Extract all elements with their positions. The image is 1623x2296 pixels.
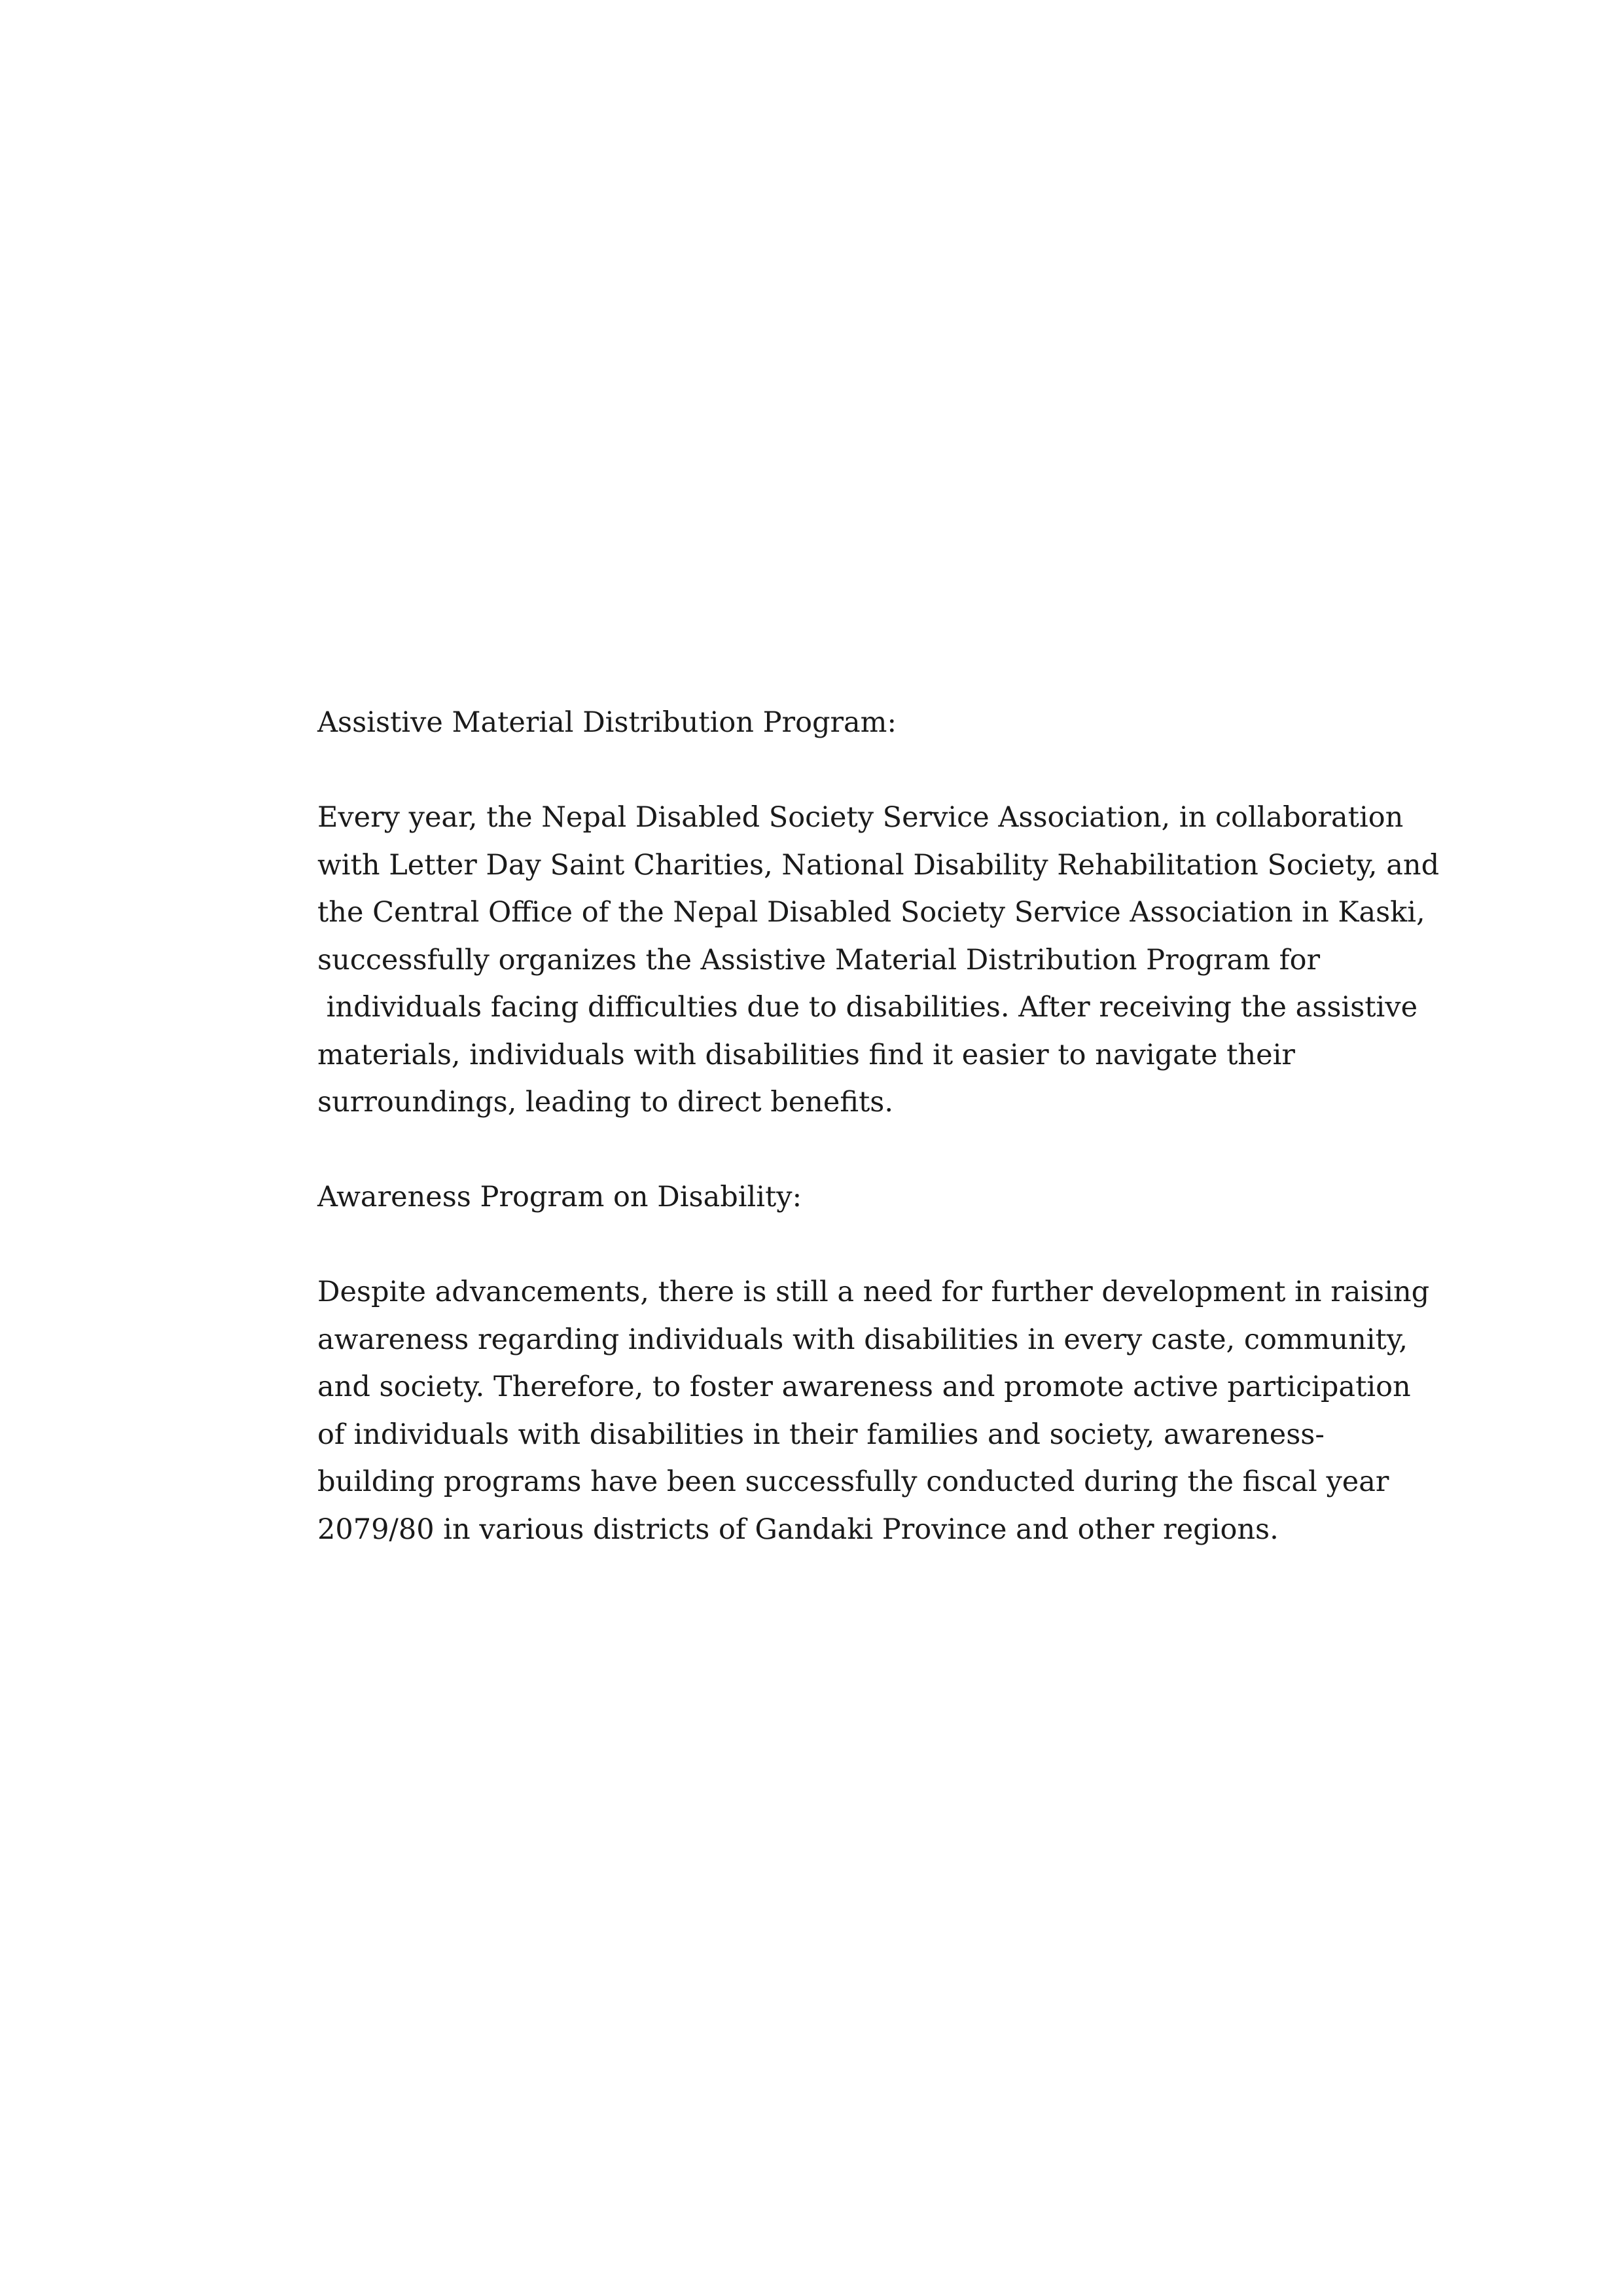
- paragraph-spacer: [317, 1221, 1351, 1269]
- paragraph-line: and society. Therefore, to foster awareness and promote active participation: [317, 1371, 1411, 1403]
- paragraph-line: of individuals with disabilities in their families and society, awareness-: [317, 1418, 1325, 1451]
- document-body: [317, 699, 1440, 1553]
- paragraph-spacer: [317, 747, 1351, 795]
- paragraph-line: with Letter Day Saint Charities, National Disability Rehabilitation Society, and: [317, 848, 1440, 882]
- section-heading-assistive-material: Assistive Material Distribution Program:: [317, 706, 897, 739]
- paragraph-line: 2079/80 in various districts of Gandaki Province and other regions.: [317, 1513, 1279, 1546]
- paragraph-line: building programs have been successfully conducted during the fiscal year: [317, 1465, 1389, 1498]
- paragraph-line: the Central Office of the Nepal Disabled Society Service Association in Kaski,: [317, 896, 1425, 929]
- paragraph-line: materials, individuals with disabilities find it easier to navigate their: [317, 1038, 1295, 1071]
- paragraph-line: Every year, the Nepal Disabled Society Service Association, in collaboration: [317, 801, 1404, 834]
- paragraph-assistive-material: [317, 794, 1440, 1126]
- paragraph-spacer: [317, 1126, 1351, 1174]
- paragraph-line: surroundings, leading to direct benefits.: [317, 1086, 894, 1119]
- paragraph-line: individuals facing difficulties due to disabilities. After receiving the assistive: [317, 991, 1418, 1024]
- paragraph-line: Despite advancements, there is still a need for further development in raising: [317, 1276, 1430, 1308]
- section-heading-awareness-program: Awareness Program on Disability:: [317, 1181, 802, 1213]
- paragraph-line: awareness regarding individuals with disabilities in every caste, community,: [317, 1323, 1408, 1356]
- paragraph-line: successfully organizes the Assistive Material Distribution Program for: [317, 943, 1321, 977]
- paragraph-awareness-program: [317, 1268, 1430, 1553]
